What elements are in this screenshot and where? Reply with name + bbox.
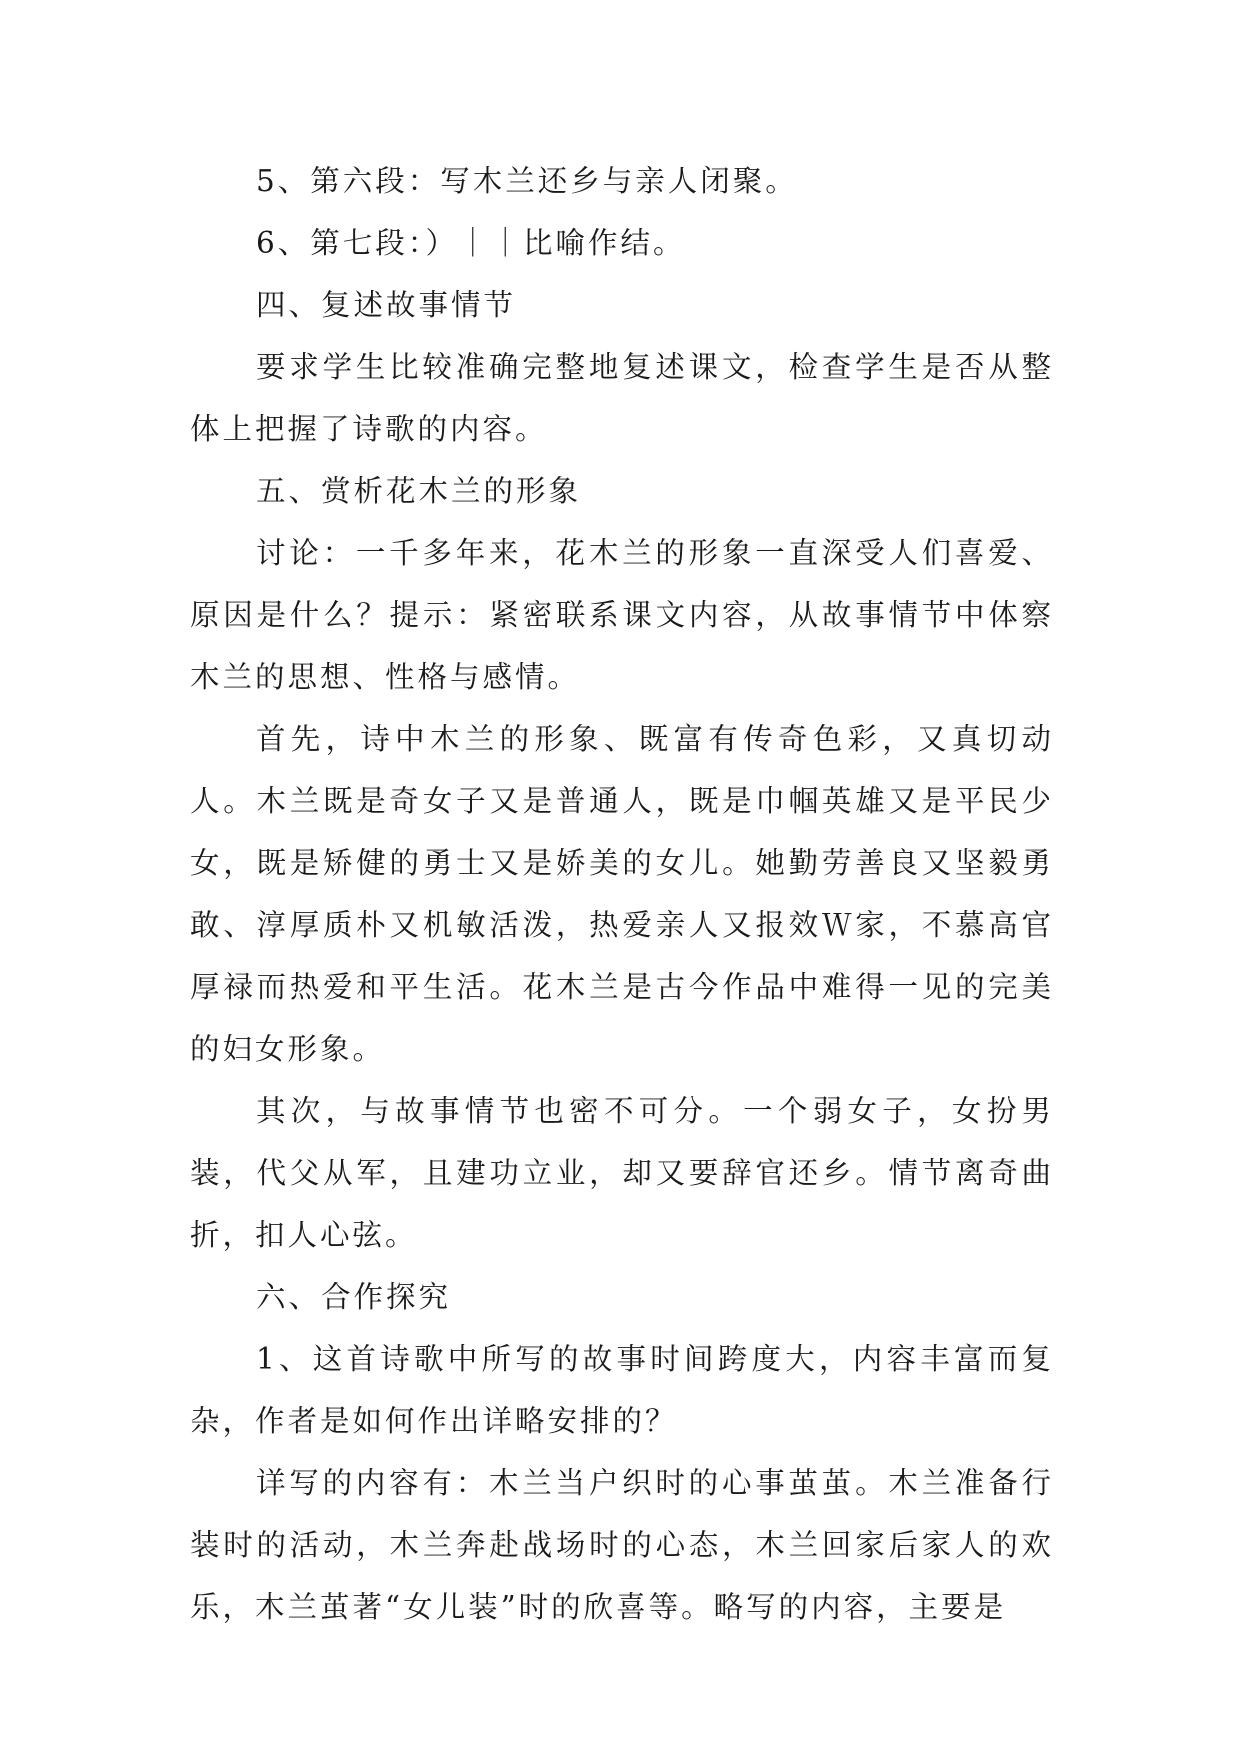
paragraph-discussion: 讨论：一千多年来，花木兰的形象一直深受人们喜爱、原因是什么？提示：紧密联系课文内容，从故事情节中体察木兰的思想、性格与感情。 (190, 536, 1054, 694)
paragraph-retell-requirement: 要求学生比较准确完整地复述课文，检查学生是否从整体上把握了诗歌的内容。 (190, 350, 1054, 446)
paragraph-first-point: 首先，诗中木兰的形象、既富有传奇色彩，又真切动人。木兰既是奇女子又是普通人，既是巾帼英雄又是平民少女，既是矫健的勇士又是娇美的女儿。她勤劳善良又坚毅勇敢、淳厚质朴又机敏活泼，热爱亲人又报效Ｗ家，不慕高官厚禄而热爱和平生活。花木兰是古今作品中难得一见的完美的妇女形象。 (190, 722, 1054, 1066)
document-body (190, 150, 1054, 1638)
paragraph-second-point: 其次，与故事情节也密不可分。一个弱女子，女扮男装，代父从军，且建功立业，却又要辞官还乡。情节离奇曲折，扣人心弦。 (190, 1094, 1054, 1252)
paragraph-question-1: 1、这首诗歌中所写的故事时间跨度大，内容丰富而复杂，作者是如何作出详略安排的？ (190, 1342, 1054, 1438)
heading-appreciate-mulan: 五、赏析花木兰的形象 (256, 474, 582, 508)
paragraph-section-6: 5、第六段：写木兰还乡与亲人闭聚。 (256, 164, 798, 198)
heading-retell-story: 四、复述故事情节 (256, 288, 517, 322)
heading-cooperative-inquiry: 六、合作探究 (256, 1280, 452, 1314)
paragraph-detailed-content: 详写的内容有：木兰当户织时的心事茧茧。木兰准备行装时的活动，木兰奔赴战场时的心态，木兰回家后家人的欢乐，木兰茧著“女儿装”时的欣喜等。略写的内容，主要是 (190, 1466, 1054, 1624)
paragraph-section-7: 6、第七段：）｜｜比喻作结。 (256, 226, 686, 260)
